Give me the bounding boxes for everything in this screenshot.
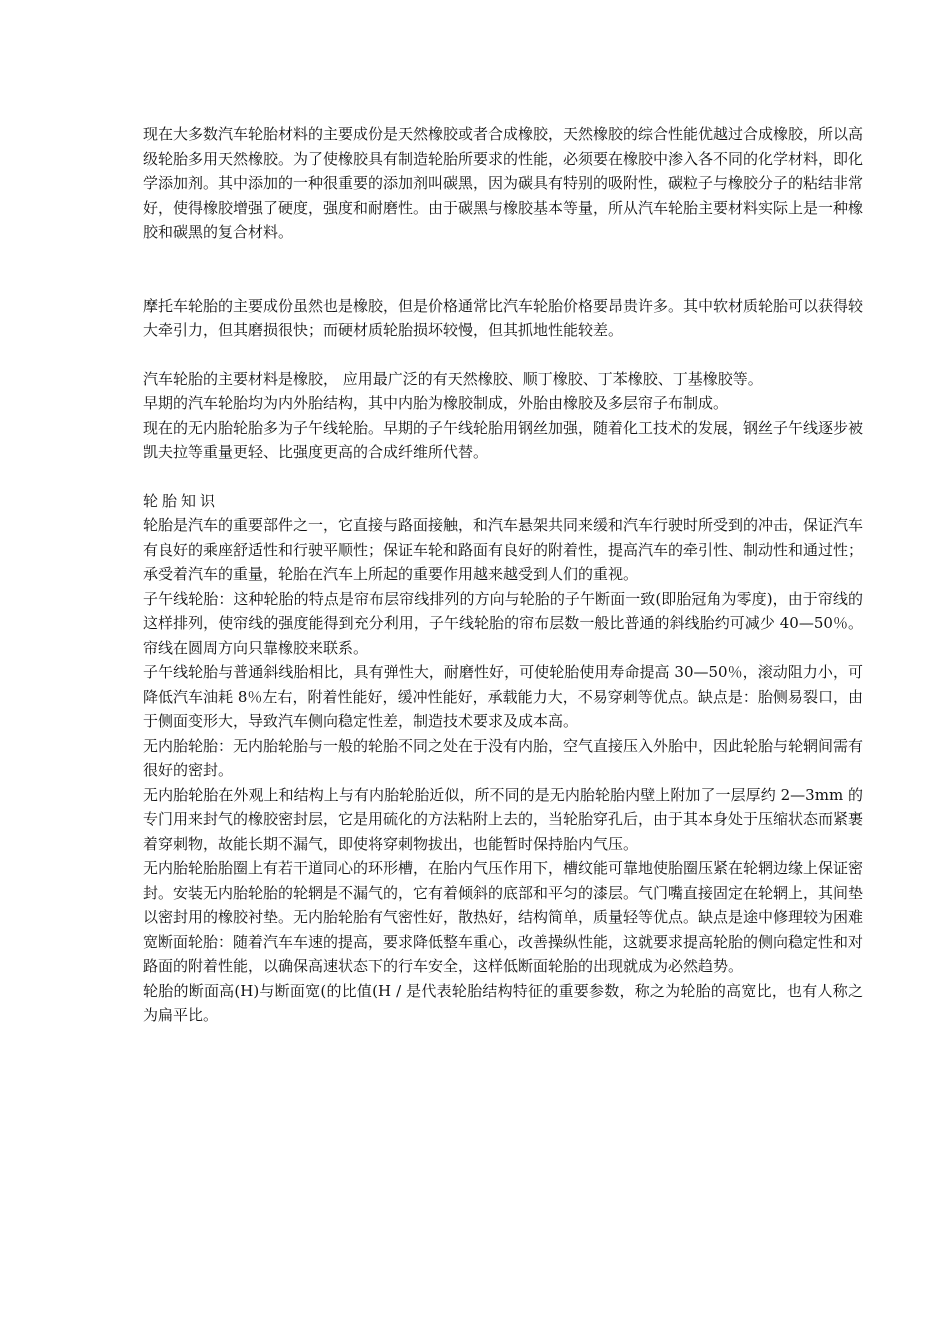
spacer (143, 343, 863, 367)
document-body (143, 122, 863, 1028)
paragraph-tubeless-bead: 无内胎轮胎胎圈上有若干道同心的环形槽，在胎内气压作用下，槽纹能可靠地使胎圈压紧在轮辋边缘上保证密封。安装无内胎轮胎的轮辋是不漏气的，它有着倾斜的底部和平匀的漆层。气门嘴直接固定在轮辋上，其间垫以密封用的橡胶衬垫。无内胎轮胎有气密性好，散热好，结构简单，质量轻等优点。缺点是途中修理较为困难 (143, 859, 864, 926)
spacer (143, 245, 863, 294)
paragraph-rubber-materials: 现在大多数汽车轮胎材料的主要成份是天然橡胶或者合成橡胶，天然橡胶的综合性能优越过合成橡胶，所以高级轮胎多用天然橡胶。为了使橡胶具有制造轮胎所要求的性能，必须要在橡胶中渗入各不同的化学材料，即化学添加剂。其中添加的一种很重要的添加剂叫碳黑，因为碳具有特别的吸附性，碳粒子与橡胶分子的粘结非常好，使得橡胶增强了硬度，强度和耐磨性。由于碳黑与橡胶基本等量，所从汽车轮胎主要材料实际上是一种橡胶和碳黑的复合材料。 (143, 125, 864, 241)
spacer (143, 465, 863, 489)
paragraph-tubeless-structure: 无内胎轮胎在外观上和结构上与有内胎轮胎近似，所不同的是无内胎轮胎内壁上附加了一层厚约 2—3mm 的专门用来封气的橡胶密封层，它是用硫化的方法粘附上去的，当轮胎穿孔后，由于其本身处于压缩状态而紧裹着穿刺物，故能长期不漏气，即使将穿刺物拔出，也能暂时保持胎内气压。 (143, 785, 864, 853)
paragraph-radial-tire: 子午线轮胎：这种轮胎的特点是帘布层帘线排列的方向与轮胎的子午断面一致(即胎冠角为零度)，由于帘线的这样排列，使帘线的强度能得到充分利用，子午线轮胎的帘布层数一般比普通的斜线胎约可减少 40—50％。帘线在圆周方向只靠橡胶来联系。 (143, 589, 863, 657)
section-heading: 轮胎知识 (143, 491, 220, 510)
paragraph-motorcycle-tires: 摩托车轮胎的主要成份虽然也是橡胶，但是价格通常比汽车轮胎价格要昂贵许多。其中软材质轮胎可以获得较大牵引力，但其磨损很快；而硬材质轮胎损坏较慢，但其抓地性能较差。 (143, 296, 864, 339)
paragraph-radial-comparison: 子午线轮胎与普通斜线胎相比，具有弹性大，耐磨性好，可使轮胎使用寿命提高 30—50％，滚动阻力小，可降低汽车油耗 8％左右，附着性能好，缓冲性能好，承载能力大，不易穿刺等优点。缺点是：胎侧易裂口，由于侧面变形大，导致汽车侧向稳定性差，制造技术要求及成本高。 (143, 663, 863, 730)
paragraph-early-structure: 早期的汽车轮胎均为内外胎结构，其中内胎为橡胶制成，外胎由橡胶及多层帘子布制成。 (143, 394, 729, 412)
paragraph-aspect-ratio: 轮胎的断面高(H)与断面宽(的比值(H / 是代表轮胎结构特征的重要参数，称之为轮胎的高宽比，也有人称之为扁平比。 (143, 981, 863, 1024)
paragraph-main-materials: 汽车轮胎的主要材料是橡胶， 应用最广泛的有天然橡胶、顺丁橡胶、丁苯橡胶、丁基橡胶等。 (143, 369, 763, 388)
paragraph-tubeless-tire: 无内胎轮胎：无内胎轮胎与一般的轮胎不同之处在于没有内胎，空气直接压入外胎中，因此轮胎与轮辋间需有很好的密封。 (143, 736, 864, 779)
paragraph-tubeless-radial: 现在的无内胎轮胎多为子午线轮胎。早期的子午线轮胎用钢丝加强，随着化工技术的发展，钢丝子午线逐步被凯夫拉等重量更轻、比强度更高的合成纤维所代替。 (143, 418, 864, 461)
paragraph-tire-importance: 轮胎是汽车的重要部件之一，它直接与路面接触，和汽车悬架共同来缓和汽车行驶时所受到的冲击，保证汽车有良好的乘座舒适性和行驶平顺性；保证车轮和路面有良好的附着性，提高汽车的牵引性、制动性和通过性；承受着汽车的重量，轮胎在汽车上所起的重要作用越来越受到人们的重视。 (143, 516, 864, 583)
paragraph-wide-section-tire: 宽断面轮胎：随着汽车车速的提高，要求降低整车重心，改善操纵性能，这就要求提高轮胎的侧向稳定性和对路面的附着性能，以确保高速状态下的行车安全，这样低断面轮胎的出现就成为必然趋势。 (143, 932, 864, 975)
